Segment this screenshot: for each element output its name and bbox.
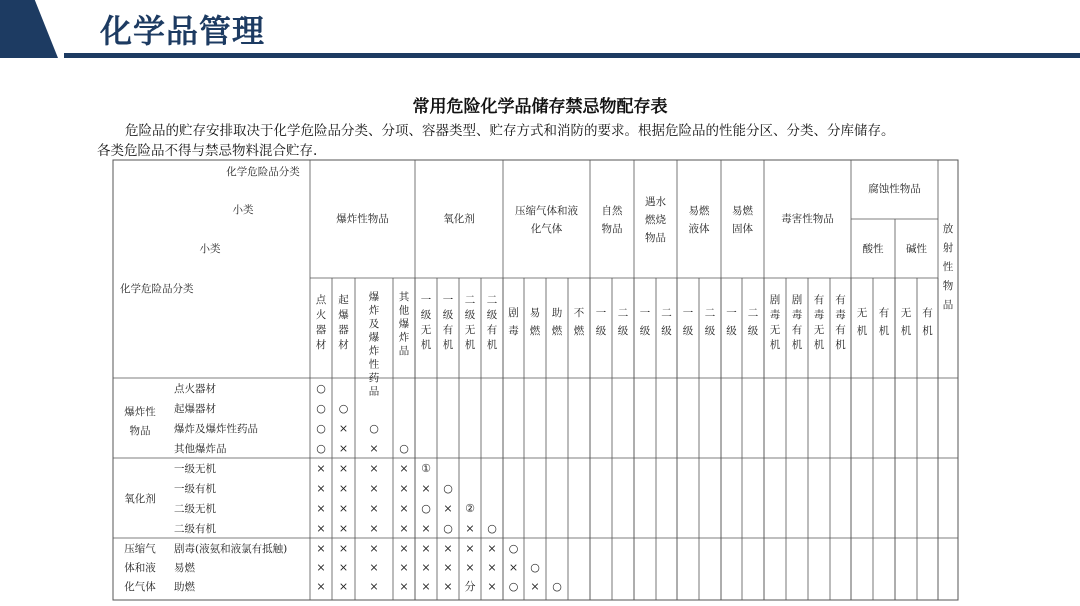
column-label: 无 [813, 324, 825, 336]
column-label: 级 [682, 325, 694, 337]
row-label: 起爆器材 [174, 403, 216, 415]
group-header: 易燃 [732, 205, 753, 217]
compat-mark: ○ [399, 442, 409, 455]
row-group-label: 爆炸性 [124, 406, 156, 418]
column-label: 有 [922, 307, 933, 319]
column-label: 级 [661, 325, 672, 337]
column-label: 无 [464, 324, 476, 336]
compat-mark: × [399, 580, 409, 593]
row-group-label: 氧化剂 [124, 493, 156, 505]
compat-mark: × [421, 542, 431, 555]
column-label: 爆 [368, 331, 380, 344]
compat-mark: ○ [530, 561, 540, 574]
column-label: 机 [922, 325, 933, 337]
compat-mark: × [369, 442, 379, 455]
compat-mark: × [421, 522, 431, 535]
group-header: 易燃 [688, 205, 710, 217]
column-label: 器 [315, 324, 327, 336]
compat-mark: ○ [316, 442, 326, 455]
corner-label: 化学危险品分类 [226, 166, 300, 178]
column-label: 级 [747, 325, 759, 337]
column-label: 他 [398, 304, 410, 317]
compat-mark: ○ [487, 522, 497, 535]
subgroup-header: 碱性 [906, 243, 927, 255]
column-label: 有 [813, 294, 825, 306]
column-label: 器 [338, 324, 349, 336]
page-title: 化学品管理 [100, 12, 266, 50]
group-header: 射 [942, 242, 954, 254]
compat-mark: ○ [316, 382, 326, 395]
column-label: 级 [442, 309, 454, 321]
compat-mark: × [399, 561, 409, 574]
compat-mark: × [399, 522, 409, 535]
column-label: 品 [368, 385, 380, 398]
column-label: 有 [878, 307, 890, 319]
column-label: 有 [442, 324, 454, 336]
compat-mark: × [338, 561, 349, 574]
column-label: 二 [617, 307, 629, 319]
compat-mark: × [421, 561, 431, 574]
column-label: 爆 [398, 318, 410, 330]
column-label: 二 [464, 294, 476, 306]
compat-mark: × [369, 482, 379, 495]
column-label: 一 [639, 307, 651, 319]
corner-label: 小类 [199, 243, 221, 255]
compat-mark: × [421, 580, 431, 593]
compat-mark: ○ [316, 422, 326, 435]
compat-mark: × [399, 482, 409, 495]
column-label: 性 [368, 358, 380, 371]
compat-mark: 分 [464, 580, 476, 593]
group-header: 化气体 [530, 223, 563, 235]
compat-mark: × [316, 482, 326, 495]
intro-paragraph-1: 危险品的贮存安排取决于化学危险品分类、分项、容器类型、贮存方式和消防的要求。根据危险品的性能分区、分类、分库储存。 [125, 123, 895, 139]
compat-mark: × [443, 542, 453, 555]
row-group-label: 化气体 [124, 581, 156, 593]
compat-mark: ○ [552, 580, 562, 593]
compat-mark: × [338, 580, 349, 593]
compat-mark: × [338, 502, 349, 515]
column-label: 二 [747, 307, 759, 319]
column-label: 药 [368, 372, 380, 384]
column-label: 易 [529, 307, 541, 319]
compat-mark: × [316, 580, 326, 593]
column-label: 炸 [368, 304, 380, 317]
group-header: 物品 [601, 223, 623, 235]
column-label: 剧 [508, 307, 519, 319]
compat-mark: × [443, 561, 453, 574]
column-label: 机 [878, 325, 890, 337]
row-label: 一级无机 [174, 463, 216, 475]
column-label: 机 [442, 339, 454, 351]
compat-mark: × [338, 422, 349, 435]
compat-mark: ① [421, 462, 431, 475]
document-title: 常用危险化学品储存禁忌物配存表 [412, 97, 668, 117]
column-label: 机 [835, 339, 846, 351]
column-label: 机 [769, 339, 781, 351]
column-label: 炸 [398, 331, 410, 344]
compat-mark: × [369, 462, 379, 475]
column-label: 燃 [551, 325, 563, 337]
compat-mark: × [465, 542, 475, 555]
compat-mark: ○ [421, 502, 431, 515]
compat-mark: × [465, 522, 475, 535]
group-header: 物 [942, 280, 954, 292]
row-group-label: 压缩气 [124, 543, 156, 555]
compat-mark: × [399, 462, 409, 475]
compat-mark: × [369, 580, 379, 593]
column-label: 级 [639, 325, 651, 337]
compat-mark: ○ [508, 542, 519, 555]
group-header: 爆炸性物品 [336, 213, 389, 225]
column-label: 一 [726, 307, 737, 319]
column-label: 二 [704, 307, 716, 319]
corner-label: 化学危险品分类 [120, 283, 194, 295]
column-label: 炸 [368, 345, 380, 357]
compat-mark: × [316, 522, 326, 535]
column-label: 爆 [338, 309, 349, 321]
column-label: 燃 [529, 325, 541, 337]
row-label: 二级有机 [174, 523, 216, 535]
compat-mark: × [508, 561, 519, 574]
group-header: 氧化剂 [443, 213, 475, 225]
column-label: 一 [442, 294, 454, 306]
column-label: 机 [900, 325, 912, 337]
column-label: 机 [420, 339, 432, 351]
group-header: 毒害性物品 [781, 213, 834, 225]
column-label: 机 [486, 339, 498, 351]
column-label: 材 [338, 339, 349, 351]
column-label: 毒 [813, 309, 825, 321]
compat-mark: × [487, 542, 497, 555]
compat-mark: ② [465, 502, 475, 515]
compat-mark: × [465, 561, 475, 574]
group-header: 品 [942, 299, 954, 311]
compat-mark: × [338, 522, 349, 535]
compat-mark: × [369, 542, 379, 555]
row-label: 剧毒(液氨和液氯有抵触) [174, 543, 288, 555]
column-label: 毒 [835, 309, 846, 321]
compat-mark: × [369, 561, 379, 574]
column-label: 一 [595, 307, 607, 319]
compat-mark: ○ [369, 422, 379, 435]
column-label: 无 [769, 324, 781, 336]
row-group-label: 体和液 [124, 562, 156, 574]
compat-mark: × [421, 482, 431, 495]
column-label: 二 [661, 307, 672, 319]
column-label: 级 [486, 309, 498, 321]
compat-mark: × [487, 561, 497, 574]
corner-label: 小类 [232, 204, 254, 216]
row-label: 爆炸及爆炸性药品 [174, 423, 258, 435]
column-label: 级 [595, 325, 607, 337]
column-label: 爆 [368, 291, 380, 303]
compat-mark: × [399, 502, 409, 515]
group-header: 放 [942, 223, 954, 235]
row-label: 一级有机 [174, 483, 216, 495]
column-label: 级 [726, 325, 737, 337]
group-header: 液体 [688, 223, 710, 235]
column-label: 二 [486, 294, 498, 306]
compat-mark: × [487, 580, 497, 593]
column-label: 无 [420, 324, 432, 336]
group-header: 压缩气体和液 [515, 205, 578, 217]
column-label: 剧 [791, 294, 803, 306]
row-label: 其他爆炸品 [174, 443, 227, 455]
compat-mark: × [316, 561, 326, 574]
subgroup-header: 酸性 [862, 243, 884, 255]
column-label: 火 [315, 309, 327, 321]
compat-mark: × [443, 502, 453, 515]
compat-mark: ○ [338, 402, 349, 415]
compat-mark: × [369, 502, 379, 515]
column-label: 助 [551, 307, 563, 319]
compat-mark: × [338, 442, 349, 455]
column-label: 无 [900, 307, 912, 319]
column-label: 不 [573, 307, 585, 319]
column-label: 级 [464, 309, 476, 321]
group-header: 燃烧 [645, 214, 666, 226]
compat-mark: × [338, 462, 349, 475]
column-label: 其 [398, 291, 410, 303]
column-label: 剧 [769, 294, 781, 306]
compat-mark: × [316, 542, 326, 555]
column-label: 级 [617, 325, 629, 337]
column-label: 有 [835, 324, 846, 336]
compat-mark: × [443, 580, 453, 593]
group-header: 自然 [601, 205, 623, 217]
column-label: 及 [368, 318, 380, 330]
compat-mark: × [530, 580, 540, 593]
column-label: 级 [420, 309, 432, 321]
group-header: 性 [942, 261, 954, 273]
column-label: 机 [813, 339, 825, 351]
column-label: 机 [464, 339, 476, 351]
compat-mark: × [316, 502, 326, 515]
column-label: 机 [856, 325, 868, 337]
compat-mark: × [316, 462, 326, 475]
group-header: 物品 [645, 232, 666, 244]
column-label: 品 [398, 345, 410, 357]
group-header: 遇水 [645, 196, 666, 208]
column-label: 机 [791, 339, 803, 351]
column-label: 材 [315, 339, 327, 351]
column-label: 毒 [508, 325, 519, 337]
compat-mark: × [399, 542, 409, 555]
compat-mark: ○ [508, 580, 519, 593]
group-header: 固体 [732, 223, 753, 235]
column-label: 有 [486, 324, 498, 336]
row-label: 助燃 [174, 581, 195, 593]
intro-paragraph-2: 各类危险品不得与禁忌物料混合贮存. [97, 143, 318, 159]
column-label: 起 [338, 294, 349, 306]
column-label: 级 [704, 325, 716, 337]
column-label: 有 [791, 324, 803, 336]
row-label: 点火器材 [174, 383, 216, 395]
column-label: 燃 [573, 325, 585, 337]
column-label: 点 [315, 294, 327, 306]
compat-mark: ○ [443, 522, 453, 535]
column-label: 有 [835, 294, 846, 306]
row-group-label: 物品 [129, 425, 151, 437]
compat-mark: ○ [443, 482, 453, 495]
column-label: 无 [856, 307, 868, 319]
row-label: 二级无机 [174, 503, 216, 515]
column-label: 一 [682, 307, 694, 319]
column-label: 一 [420, 294, 432, 306]
row-label: 易燃 [174, 562, 195, 574]
group-header: 腐蚀性物品 [868, 183, 921, 195]
compat-mark: × [338, 542, 349, 555]
column-label: 毒 [769, 309, 781, 321]
compat-mark: × [338, 482, 349, 495]
compat-mark: × [369, 522, 379, 535]
compat-mark: ○ [316, 402, 326, 415]
column-label: 毒 [791, 309, 803, 321]
